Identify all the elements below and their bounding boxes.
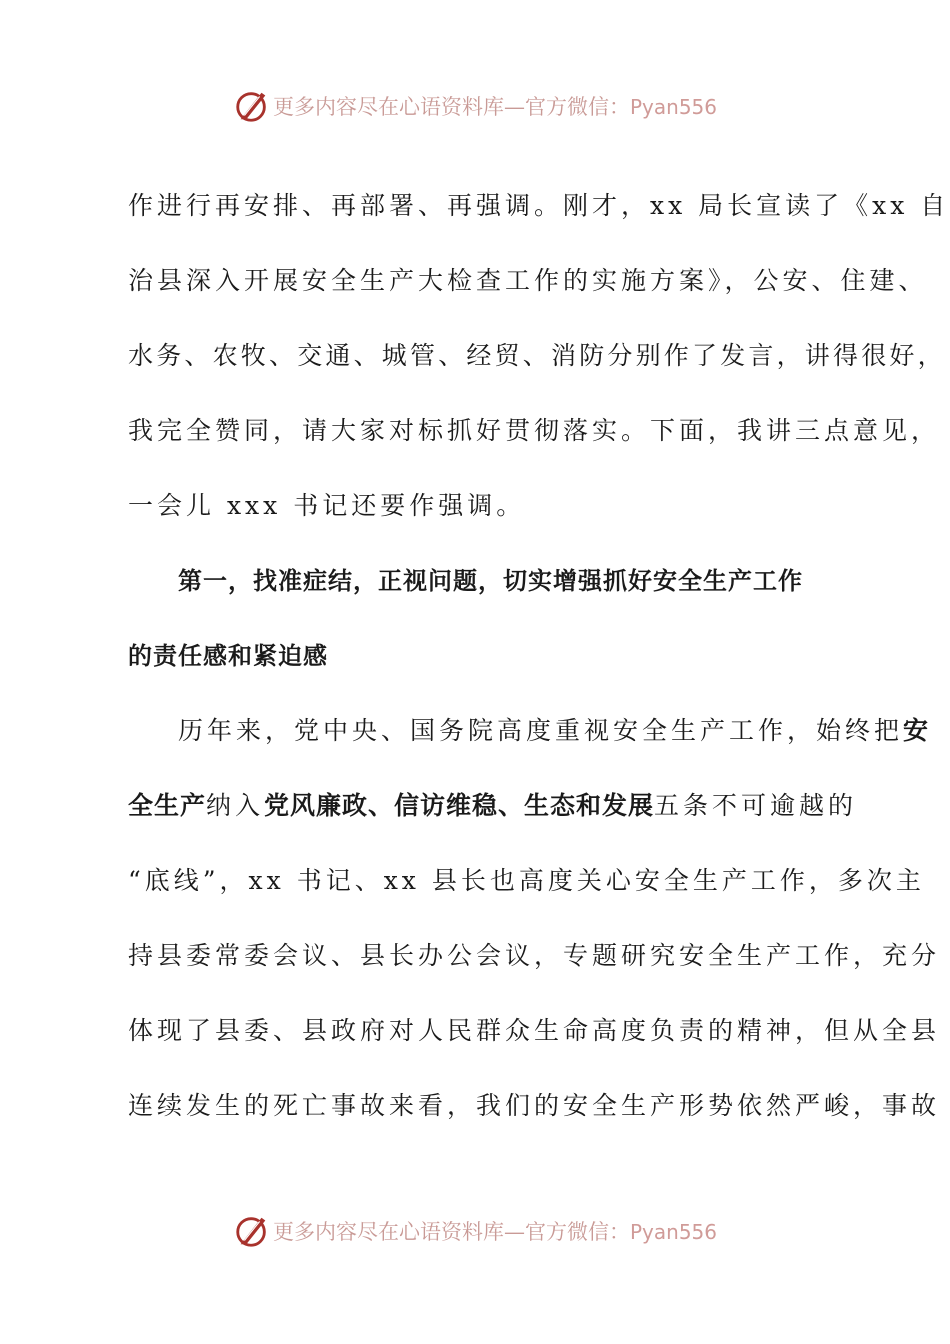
paragraph-line: 持县委常委会议、县长办公会议，专题研究安全生产工作，充分	[128, 941, 941, 970]
quill-logo-icon	[233, 1212, 271, 1250]
banner-text: 更多内容尽在心语资料库—官方微信：	[272, 95, 630, 119]
footer-banner	[0, 1211, 950, 1251]
body-line: 水务、农牧、交通、城管、经贸、消防分别作了发言，讲得很好，	[128, 341, 946, 370]
highlight-text: 全生产	[128, 791, 207, 820]
paragraph-line: 体现了县委、县政府对人民群众生命高度负责的精神，但从全县	[128, 1016, 941, 1045]
section-heading-cont: 的责任感和紧迫感	[128, 642, 328, 670]
header-banner	[0, 86, 950, 126]
wechat-id: Pyan556	[629, 1220, 717, 1244]
paragraph-line: “底线”，xx 书记、xx 县长也高度关心安全生产工作，多次主	[128, 866, 925, 895]
paragraph-line: 历年来，党中央、国务院高度重视安全生产工作，始终把安	[178, 716, 930, 745]
body-line: 一会儿 xxx 书记还要作强调。	[128, 491, 526, 520]
body-line: 治县深入开展安全生产大检查工作的实施方案》，公安、住建、	[128, 266, 928, 295]
document-body	[128, 186, 950, 1161]
body-line: 作进行再安排、再部署、再强调。刚才，xx 局长宣读了《xx 自	[128, 191, 950, 220]
quill-logo-icon	[233, 87, 271, 125]
highlight-text: 党风廉政、信访维稳、生态和发展	[264, 791, 655, 820]
paragraph-line: 连续发生的死亡事故来看，我们的安全生产形势依然严峻，事故	[128, 1091, 941, 1120]
wechat-id: Pyan556	[629, 95, 717, 119]
body-line: 我完全赞同，请大家对标抓好贯彻落实。下面，我讲三点意见，	[128, 416, 941, 445]
highlight-text: 安	[903, 716, 930, 745]
paragraph-line: 全生产纳入党风廉政、信访维稳、生态和发展五条不可逾越的	[128, 791, 858, 820]
banner-text: 更多内容尽在心语资料库—官方微信：	[272, 1220, 630, 1244]
section-heading: 第一，找准症结，正视问题，切实增强抓好安全生产工作	[178, 567, 803, 595]
